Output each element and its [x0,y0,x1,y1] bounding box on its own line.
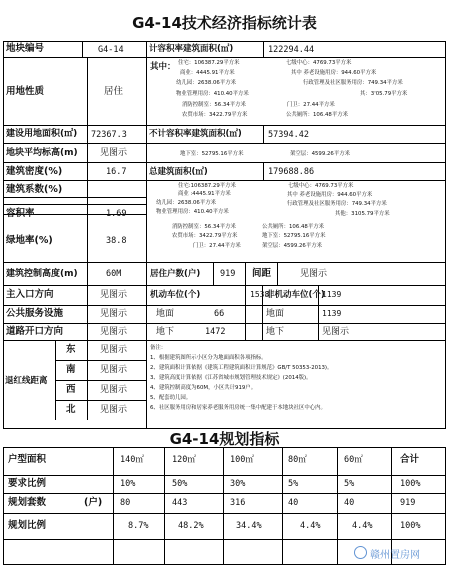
plan-units-60: 40 [344,498,355,508]
ground-nonmotor-label: 地面 [266,309,285,319]
bd2-admin: 行政管理及社区服务用房：749.34平方米 [287,201,387,207]
site-area-label: 建设用地面积(㎡) [6,129,78,139]
breakdown-fire-control: 消防控制室：56.34平方米 [182,102,246,108]
setback-north-label: 北 [66,404,76,415]
road-opening-label: 道路开口方向 [6,326,64,337]
far-value: 1.69 [106,209,127,219]
plot-number-label: 地块编号 [6,43,45,54]
plan-required-140: 10% [120,479,136,489]
plan-required-100: 30% [230,479,246,489]
breakdown-prefix: 其中： [150,62,176,72]
bd2-toilet: 公共厕所：106.48平方米 [262,224,324,230]
site-area-value: 72367.3 [91,130,127,140]
motor-parking-value: 1538 [250,290,270,299]
watermark-logo-icon [354,546,367,559]
height-control-value: 60M [106,269,122,279]
plan-required-total: 100% [400,479,421,489]
plan-table-title: G4-14规划指标 [169,430,280,448]
plan-ratio-60: 4.4% [352,521,373,531]
note-2: 2、建筑面积计算依据《建筑工程建筑面积计算规范》GB/T 50353-2013)。 [150,365,333,371]
plan-ratio-total: 100% [400,521,421,531]
land-use-value: 居住 [104,86,124,97]
breakdown-center: 七级中心：4769.73平方米 [286,60,352,66]
watermark-text: 赣州置房网 [370,550,420,561]
breakdown-residential: 住宅：106387.29平方米 [178,60,240,66]
plot-number-value: G4-14 [98,45,124,55]
bd2-center: 七级中心：4769.73平方米 [288,183,354,189]
setback-east-value: 见图示 [100,345,128,355]
bd2-property-mgmt: 物业管理用房：410.40平方米 [156,209,229,215]
plan-header-type: 户型面积 [8,454,47,465]
breakdown-toilet: 公共厕所：106.48平方米 [286,112,348,118]
plan-ratio-100: 34.4% [236,521,262,531]
plan-units-total: 919 [400,498,416,508]
plan-header-100: 100㎡ [230,455,254,465]
avg-elevation-value: 见图示 [100,148,128,158]
bd2-elderly: 其中 养老设施用房：944.60平方米 [287,192,373,198]
plan-header-140: 140㎡ [120,455,144,465]
bd2-overhead: 架空层：4599.26平方米 [262,243,323,249]
households-label: 居住户数(户) [150,269,201,279]
setback-label: 退红线距离 [5,376,48,386]
nonmotor-parking-label: 非机动车位(个) [266,290,325,300]
setback-north-value: 见图示 [100,405,128,415]
density-value: 16.7 [106,167,127,177]
bd2-kindergarten: 幼儿园：2638.06平方米 [156,200,217,206]
public-service-label: 公共服务设施 [6,308,64,319]
ground-motor-value: 66 [214,309,225,319]
breakdown-kindergarten: 幼儿园：2638.06平方米 [176,80,237,86]
plan-required-60: 5% [344,479,355,489]
nonfar-area-value: 57394.42 [268,130,309,140]
bd2-market: 农贸市场：3422.79平方米 [172,233,238,239]
plan-units-unit: (户) [84,497,103,508]
bd2-guard: 门卫：27.44平方米 [193,243,241,249]
plan-units-100: 316 [230,498,246,508]
total-area-label: 总建筑面积(㎡) [149,167,208,177]
breakdown-admin: 行政管理及社区服务用房：749.34平方米 [303,80,403,86]
far-gfa-label: 计容积率建筑面积(㎡) [149,44,234,54]
plan-ratio-140: 8.7% [128,521,149,531]
public-service-value: 见图示 [100,309,128,319]
plan-units-120: 443 [172,498,188,508]
notes-heading: 备注： [150,345,167,351]
plan-required-120: 50% [172,479,188,489]
setback-south-label: 南 [66,364,76,375]
breakdown-market: 农贸市场：3422.79平方米 [182,112,248,118]
plan-units-140: 80 [120,498,131,508]
plan-ratio-120: 48.2% [178,521,204,531]
setback-east-label: 东 [66,344,76,355]
bd2-underground: 地下室：52795.16平方米 [262,233,326,239]
plan-required-80: 5% [288,479,299,489]
breakdown-commercial: 商业：4445.91平方米 [180,70,235,76]
breakdown-property-mgmt: 物业管理用房：410.40平方米 [176,91,249,97]
bd2-fire-control: 消防控制室：56.34平方米 [172,224,236,230]
table-title: G4-14技术经济指标统计表 [132,14,317,32]
note-5: 5、配套幼儿园。 [150,395,192,401]
bd2-other: 其他：3105.79平方米 [335,211,390,217]
under-motor-label: 地下 [156,327,175,337]
bd2-commercial: 商业 :4445.91平方米 [178,191,231,197]
plan-units-80: 40 [288,498,299,508]
road-opening-value: 见图示 [100,327,128,337]
under-nonmotor-value: 见图示 [322,327,350,337]
breakdown-elderly: 其中 养老设施用房：944.60平方米 [291,70,377,76]
main-entrance-label: 主入口方向 [6,289,54,300]
note-3: 3、建筑高度计算依据《江苏省城市规划管理技术规定》(2014版)。 [150,375,312,381]
under-motor-value: 1472 [205,327,226,337]
overhead-area: 架空层：4599.26平方米 [290,151,351,157]
plan-required-label: 要求比例 [8,478,47,489]
green-ratio-label: 绿地率(%) [6,235,53,246]
note-4: 4、建筑控制高度为60M，小区共计919户。 [150,385,257,391]
building-coef-label: 建筑系数(%) [6,184,63,195]
ground-motor-label: 地面 [156,309,175,319]
nonfar-area-label: 不计容积率建筑面积(㎡) [149,129,242,139]
plan-ratio-80: 4.4% [300,521,321,531]
setback-south-value: 见图示 [100,365,128,375]
plan-header-60: 60㎡ [344,455,363,465]
plan-header-120: 120㎡ [172,455,196,465]
avg-elevation-label: 地块平均标高(m) [6,148,78,158]
plan-ratio-label: 规划比例 [8,520,47,531]
density-label: 建筑密度(%) [6,166,63,177]
spacing-value: 见图示 [300,269,328,279]
land-use-label: 用地性质 [6,86,45,97]
under-nonmotor-label: 地下 [266,327,285,337]
breakdown-guard: 门卫：27.44平方米 [287,102,335,108]
underground-area: 地下室：52795.16平方米 [180,151,244,157]
plan-header-80: 80㎡ [288,455,307,465]
motor-parking-label: 机动车位(个) [150,290,201,300]
breakdown-other: 其：3'05.79平方米 [360,91,408,97]
total-area-value: 179688.86 [268,167,315,177]
far-gfa-value: 122294.44 [268,45,315,55]
bd2-residential: 住宅:106387.29平方米 [178,183,236,189]
note-1: 1、根据建筑图所示小区分为地面面积各项指标。 [150,355,267,361]
nonmotor-parking-value: 1139 [322,290,342,299]
households-value: 919 [220,269,236,279]
setback-west-value: 见图示 [100,385,128,395]
note-6: 6、社区服务用房和居家养老服务用房统一集中配建于本地块社区中心内。 [150,405,326,411]
ground-nonmotor-value: 1139 [322,309,342,318]
plan-header-total: 合计 [400,454,420,465]
green-ratio-value: 38.8 [106,236,127,246]
setback-west-label: 西 [66,384,76,395]
far-label: 容积率 [6,208,35,219]
height-control-label: 建筑控制高度(m) [6,269,78,279]
spacing-label: 间距 [252,268,272,279]
main-entrance-value: 见图示 [100,290,128,300]
plan-units-label: 规划套数 [8,497,47,508]
